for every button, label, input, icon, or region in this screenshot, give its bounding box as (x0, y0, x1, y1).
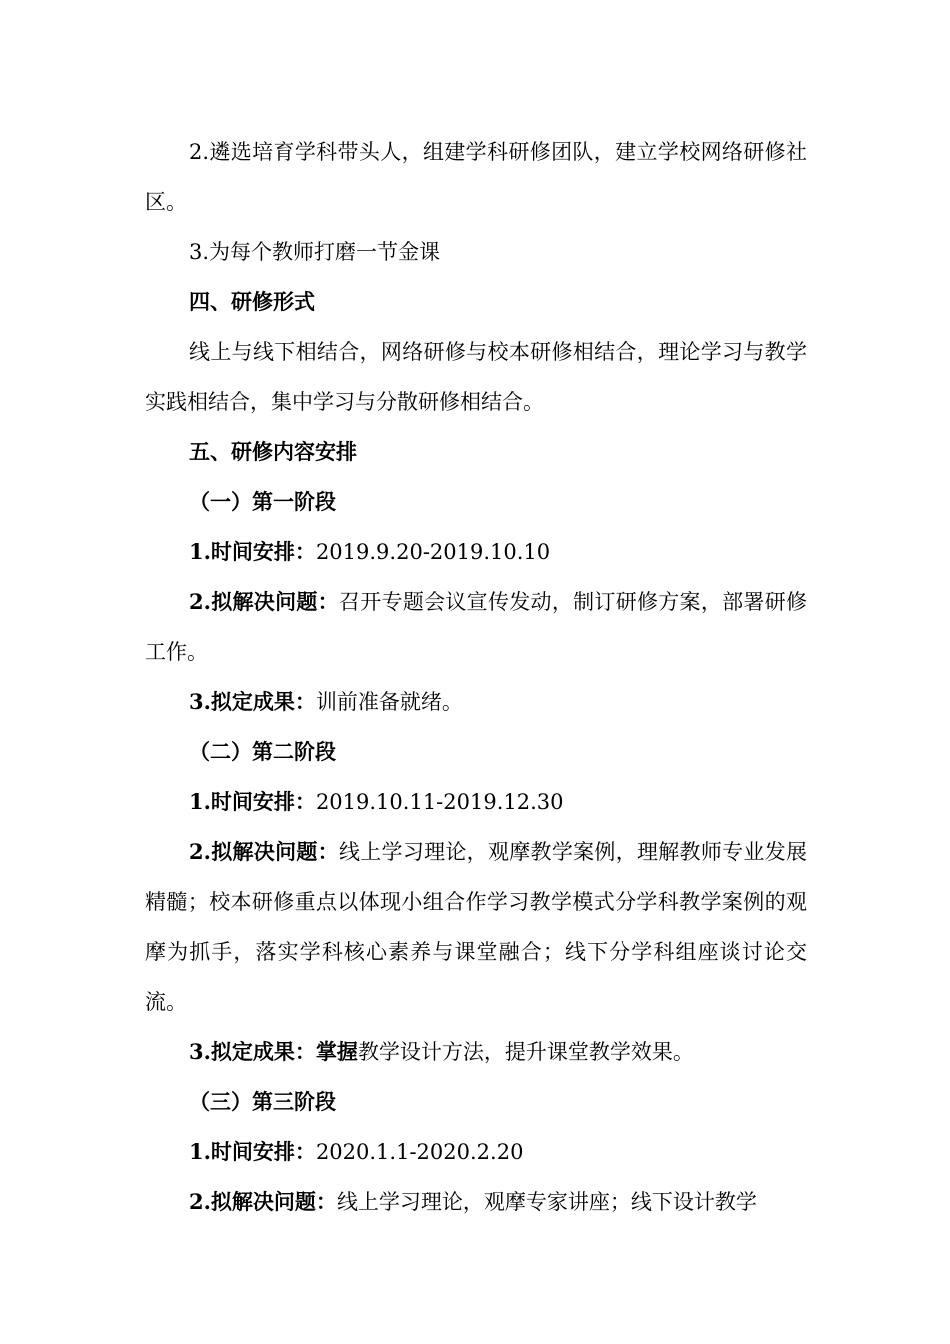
stage-2-problem (145, 827, 807, 1027)
item-text: 2019.9.20-2019.10.10 (315, 540, 551, 564)
stage-2-time (145, 777, 807, 827)
item-text: 训前准备就绪。 (315, 690, 463, 714)
stage-2-result (145, 1027, 807, 1077)
item-label: 3.拟定成果：掌握 (189, 1039, 358, 1064)
stage-1-time (145, 527, 807, 577)
section-heading: 五、研修内容安排 (189, 439, 357, 464)
item-label: 1.时间安排： (189, 789, 316, 814)
item-text: 线上学习理论，观摩教学案例，理解教师专业发展精髓；校本研修重点以体现小组合作学习教学模式分学科教学案例的观摩为抓手，落实学科核心素养与课堂融合；线下分学科组座谈讨论交流。 (145, 840, 807, 1014)
document-body (145, 127, 807, 1227)
item-label: 2.拟解决问题： (189, 589, 339, 614)
stage-3-time (145, 1127, 807, 1177)
item-text: 线上学习理论，观摩专家讲座；线下设计教学 (336, 1190, 757, 1214)
heading-section-5 (145, 427, 807, 477)
section-heading: 四、研修形式 (189, 289, 315, 314)
heading-stage-1 (145, 477, 807, 527)
stage-1-result (145, 677, 807, 727)
stage-1-problem (145, 577, 807, 677)
stage-heading: （一）第一阶段 (189, 489, 336, 514)
item-text: 2019.10.11-2019.12.30 (315, 790, 564, 814)
paragraph-text: 线上与线下相结合，网络研修与校本研修相结合，理论学习与教学实践相结合，集中学习与分散研修相结合。 (145, 340, 807, 414)
paragraph-text: 3.为每个教师打磨一节金课 (189, 240, 441, 264)
paragraph-goal-3 (145, 227, 807, 277)
item-text: 召开专题会议宣传发动，制订研修方案，部署研修工作。 (145, 590, 807, 664)
paragraph-text: 2.遴选培育学科带头人，组建学科研修团队，建立学校网络研修社区。 (145, 140, 807, 214)
item-label: 1.时间安排： (189, 539, 316, 564)
stage-3-problem (145, 1177, 807, 1227)
item-text: 2020.1.1-2020.2.20 (315, 1140, 524, 1164)
item-label: 2.拟解决问题： (189, 1189, 337, 1214)
item-label: 1.时间安排： (189, 1139, 316, 1164)
item-text: 教学设计方法，提升课堂教学效果。 (357, 1040, 694, 1064)
paragraph-goal-2 (145, 127, 807, 227)
heading-stage-3 (145, 1077, 807, 1127)
item-label: 3.拟定成果： (189, 689, 316, 714)
stage-heading: （三）第三阶段 (189, 1089, 336, 1114)
stage-heading: （二）第二阶段 (189, 739, 336, 764)
item-label: 2.拟解决问题： (189, 839, 339, 864)
heading-section-4 (145, 277, 807, 327)
heading-stage-2 (145, 727, 807, 777)
paragraph-form (145, 327, 807, 427)
